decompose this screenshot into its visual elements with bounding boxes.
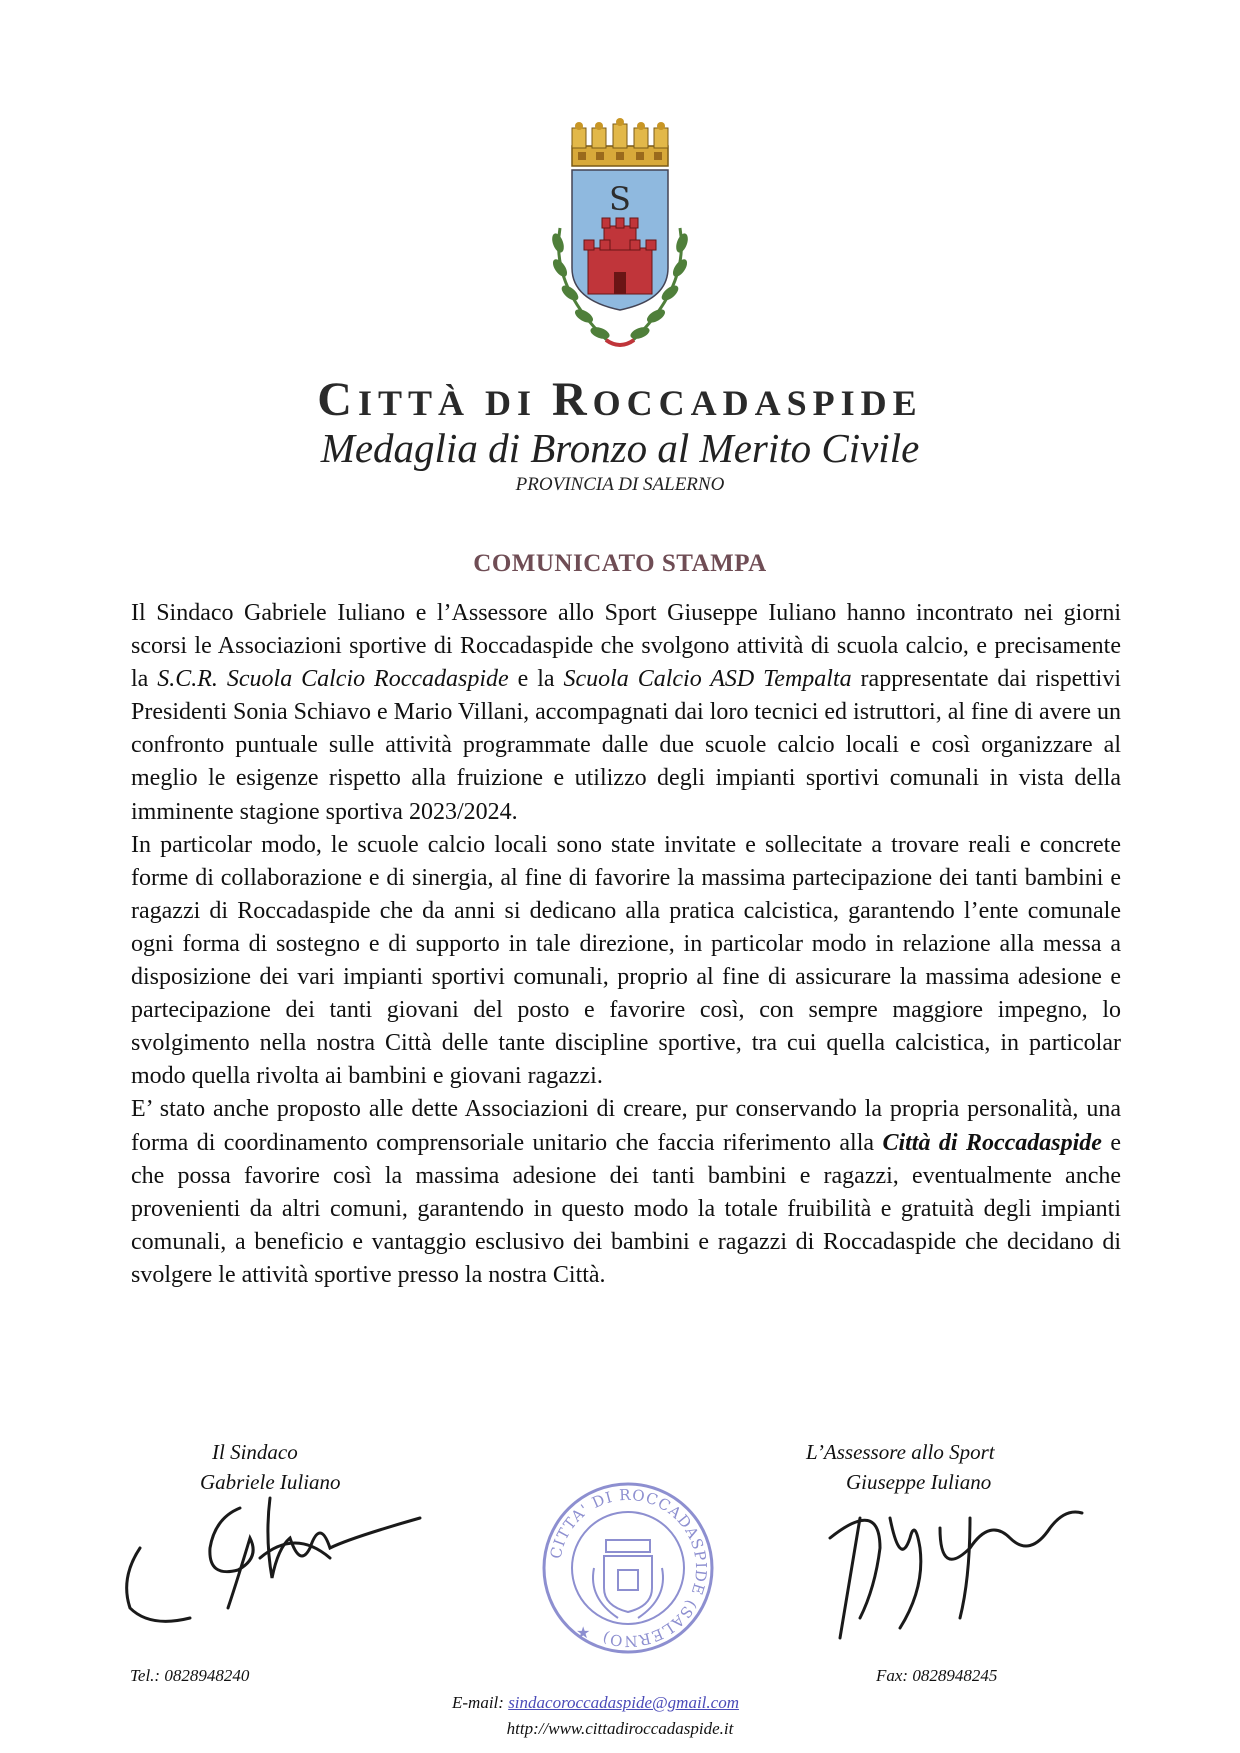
website-link[interactable]: http://www.cittadiroccadaspide.it bbox=[506, 1719, 734, 1738]
paragraph-1: Il Sindaco Gabriele Iuliano e l’Assessore allo Sport Giuseppe Iuliano hanno incontrato nei giorni scorsi le Associazioni sportive di Roccadaspide che svolgono attività di scuola calcio, e precisamente la S.C.R. Scuola Calcio Roccadaspide e la Scuola Calcio ASD Tempalta rappresentate dai rispettivi Presidenti Sonia Schiavo e Mario Villani, accompagnati dai loro tecnici ed istruttori, al fine di avere un confronto puntuale sulle attività programmate dalle due scuole calcio locali e così organizzare al meglio le esigenze rispetto alla fruizione e utilizzo degli impianti sportivi comunali in vista della imminente stagione sportiva 2023/2024. bbox=[131, 600, 1121, 825]
paragraph-3: E’ stato anche proposto alle dette Associazioni di creare, pur conservando la propria personalità, una forma di coordinamento comprensoriale unitario che faccia riferimento alla Città di Roccadaspide e che possa favorire così la massima adesione dei tanti bambini e ragazzi, eventualmente anche provenienti da altri comuni, garantendo in questo modo la totale fruibilità e gratuità degli impianti comunali, a beneficio e vantaggio esclusivo dei bambini e ragazzi di Roccadaspide che decidano di svolgere le attività sportive presso la nostra Città. bbox=[131, 1096, 1122, 1288]
club-name-scr: S.C.R. Scuola Calcio Roccadaspide bbox=[157, 666, 509, 693]
city-motto: Medaglia di Bronzo al Merito Civile bbox=[320, 425, 920, 471]
svg-text:★: ★ bbox=[576, 1625, 591, 1642]
fax-number: Fax: 0828948245 bbox=[876, 1666, 998, 1685]
email-link[interactable]: sindacoroccadaspide@gmail.com bbox=[508, 1693, 739, 1712]
club-name-tempalta: Scuola Calcio ASD Tempalta bbox=[563, 666, 852, 693]
paragraph-2: In particolar modo, le scuole calcio locali sono state invitate e sollecitate a trovare reali e concrete forme di collaborazione e di sinergia, al fine di favorire la massima partecipazione dei tanti bambini e ragazzi di Roccadaspide che da anni si dedicano alla pratica calcistica, garantendo l’ente comunale ogni forma di sostegno e di supporto in tale direzione, in particolar modo in relazione alla messa a disposizione dei vari impianti sportivi comunali, proprio al fine di assicurare la massima adesione e partecipazione dei tanti giovani del posto e favorire così, con sempre maggiore impegno, lo svolgimento nella nostra Città delle tante discipline sportive, tra cui quella calcistica, in particolar modo quella rivolta ai bambini e giovani ragazzi. bbox=[131, 831, 1121, 1090]
councillor-name: Giuseppe Iuliano bbox=[846, 1470, 992, 1494]
stamp-icon bbox=[538, 1478, 718, 1658]
councillor-title: L’Assessore allo Sport bbox=[806, 1440, 995, 1464]
official-stamp bbox=[538, 1478, 718, 1658]
signature-icon bbox=[820, 1478, 1090, 1648]
city-coat-of-arms bbox=[520, 118, 720, 368]
press-release-body bbox=[131, 597, 1121, 1292]
crown-icon bbox=[572, 118, 668, 166]
telephone-number: Tel.: 0828948240 bbox=[130, 1666, 250, 1685]
city-title: CITTÀ DI ROCCADASPIDE bbox=[317, 373, 923, 426]
coat-of-arms-icon bbox=[520, 118, 720, 368]
signature-icon bbox=[120, 1478, 430, 1628]
mayor-name: Gabriele Iuliano bbox=[200, 1470, 341, 1494]
city-name-emphasis: Città di Roccadaspide bbox=[882, 1129, 1102, 1156]
email-label: E-mail: bbox=[452, 1693, 509, 1712]
press-release-heading: COMUNICATO STAMPA bbox=[473, 550, 767, 577]
mayor-signature bbox=[120, 1478, 430, 1628]
stamp-ring-text: CITTA' DI ROCCADASPIDE (SALERNO) bbox=[546, 1485, 711, 1651]
email-row bbox=[452, 1693, 739, 1713]
councillor-signature bbox=[820, 1478, 1090, 1648]
mayor-title: Il Sindaco bbox=[212, 1440, 298, 1464]
province-label: PROVINCIA DI SALERNO bbox=[515, 474, 725, 495]
crest-letter: S bbox=[609, 180, 631, 218]
